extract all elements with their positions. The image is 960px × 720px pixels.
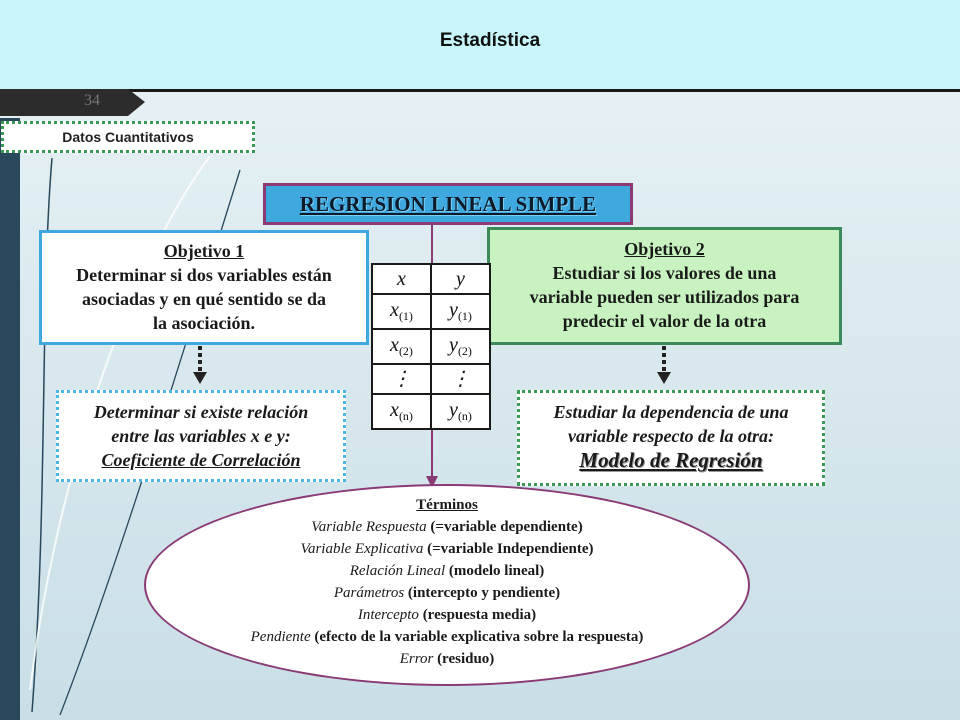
term-item: Variable Respuesta (=variable dependiente) bbox=[311, 519, 583, 535]
regression-title: REGRESION LINEAL SIMPLE bbox=[263, 183, 633, 225]
objective-1-line: Determinar si dos variables están bbox=[76, 265, 332, 285]
table-row bbox=[372, 294, 490, 329]
table-cell-y: ⋮ bbox=[431, 364, 490, 394]
table-header-y: y bbox=[431, 264, 490, 294]
objective-1-line: la asociación. bbox=[153, 313, 255, 333]
objective-2-line: predecir el valor de la otra bbox=[562, 311, 767, 331]
regression-line: variable respecto de la otra: bbox=[568, 426, 774, 446]
table-row bbox=[372, 329, 490, 364]
terms-ellipse bbox=[144, 484, 750, 686]
regression-line: Estudiar la dependencia de una bbox=[553, 402, 789, 422]
table-cell-y: $y_{(2)}$ bbox=[431, 329, 490, 364]
table-cell-x: $x_{(n)}$ bbox=[372, 394, 431, 429]
correlation-term: Coeficiente de Correlación bbox=[101, 450, 301, 470]
correlation-line: Determinar si existe relación bbox=[93, 402, 309, 422]
objective-1-box bbox=[39, 230, 369, 345]
term-item: Error (residuo) bbox=[399, 651, 495, 667]
table-header-row bbox=[372, 264, 490, 294]
term-item: Intercepto (respuesta media) bbox=[357, 607, 537, 623]
right-arrowhead bbox=[657, 372, 671, 384]
term-item: Variable Explicativa (=variable Independiente) bbox=[300, 541, 594, 557]
correlation-line: entre las variables x e y: bbox=[111, 426, 291, 446]
term-item: Parámetros (intercepto y pendiente) bbox=[333, 585, 561, 601]
page-number: 34 bbox=[84, 92, 100, 109]
regression-model-term: Modelo de Regresión bbox=[579, 448, 763, 472]
terms-heading: Términos bbox=[416, 497, 478, 513]
table-row bbox=[372, 364, 490, 394]
section-tab[interactable]: Datos Cuantitativos bbox=[1, 121, 255, 153]
objective-2-heading: Objetivo 2 bbox=[624, 239, 705, 259]
term-item: Relación Lineal (modelo lineal) bbox=[349, 563, 545, 579]
correlation-box bbox=[56, 390, 346, 482]
regression-model-box bbox=[517, 390, 825, 486]
objective-2-box bbox=[487, 227, 842, 345]
left-arrowhead bbox=[193, 372, 207, 384]
objective-2-line: Estudiar si los valores de una bbox=[552, 263, 777, 283]
table-cell-y: $y_{(n)}$ bbox=[431, 394, 490, 429]
objective-1-heading: Objetivo 1 bbox=[163, 241, 245, 261]
objective-2-line: variable pueden ser utilizados para bbox=[529, 287, 800, 307]
table-cell-x: ⋮ bbox=[372, 364, 431, 394]
table-cell-y: $y_{(1)}$ bbox=[431, 294, 490, 329]
term-item: Pendiente (efecto de la variable explicativa sobre la respuesta) bbox=[250, 629, 644, 645]
table-cell-x: $x_{(1)}$ bbox=[372, 294, 431, 329]
table-row bbox=[372, 394, 490, 429]
header-title: Estadística bbox=[439, 30, 541, 51]
objective-1-line: asociadas y en qué sentido se da bbox=[81, 289, 327, 309]
table-header-x: x bbox=[372, 264, 431, 294]
data-table bbox=[371, 263, 491, 430]
table-cell-x: $x_{(2)}$ bbox=[372, 329, 431, 364]
